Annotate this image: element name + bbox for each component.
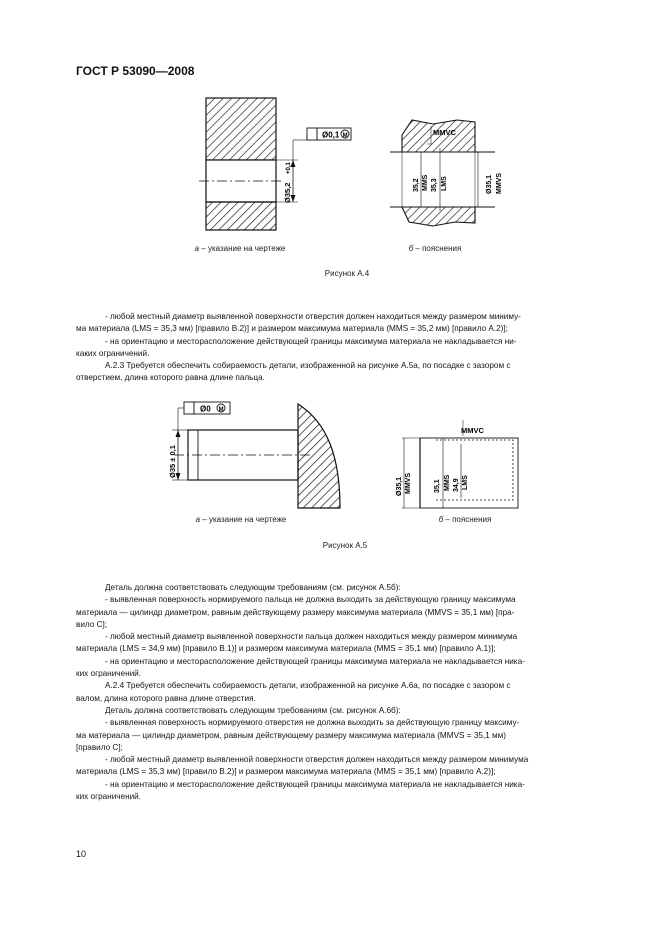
figure-a4b-caption: б – пояснения: [408, 244, 462, 253]
dim-value-35-1b: 35,1: [434, 479, 441, 493]
figure-a4-drawing: [195, 92, 525, 242]
mmr-modifier: М: [342, 132, 348, 139]
dim-value-35-3: 35,3: [431, 178, 438, 192]
dim-label-mms: MMS: [444, 474, 451, 491]
dim-label-lms: LMS: [441, 176, 448, 191]
dim-value-35-1: Ø35,1: [486, 174, 493, 194]
dim-value-35-2: 35,2: [413, 178, 420, 192]
figure-a5a-caption: а – указание на чертеже: [195, 515, 287, 524]
hole-diameter-tolerance: +0,1: [286, 162, 292, 174]
paragraph-block-1: - любой местный диаметр выявленной поверхности отверстия должен находиться между размером миниму- ма материала (LMS = 35,3 мм) [правило В.2)] и размером максимума материала (MMS = 35,2 мм) [правило А.2)]; - на ориентацию и месторасположение действующей границы максимума материала не накладывается ни- каких ограничений. А.2.3 Требуется обеспечить собираемость детали, изображенной на рисунке А.5а, по посадке с зазором с отверстием, длина которого равна длине пальца.: [76, 312, 521, 383]
dim-label-mmvs: MMVS: [405, 473, 412, 494]
figure-a5-title: Рисунок А.5: [322, 541, 368, 550]
dim-label-mmvs: MMVS: [496, 173, 503, 194]
figure-a4-title: Рисунок А.4: [324, 269, 370, 278]
tolerance-value: Ø0,1: [322, 130, 340, 140]
document-header: ГОСТ Р 53090—2008: [76, 64, 195, 78]
mmr-modifier: М: [218, 406, 224, 413]
figure-a4a-caption: а – указание на чертеже: [194, 244, 286, 253]
figure-a4a-part: [199, 98, 351, 230]
figure-a5-drawing: [158, 398, 528, 523]
dim-value-35-1: Ø35,1: [396, 476, 403, 496]
paragraph-block-2: Деталь должна соответствовать следующим требованиям (см. рисунок А.5б): - выявленная поверхность нормируемого пальца не должна выходить за действующую границу максимума материала — цилиндр диаметром, равным действующему размеру максимума материала (MMVS = 35,1 мм) [пра- вило С]; - любой местный диаметр выявленной поверхности пальца должен находиться между размером минимума материала (LMS = 34,9 мм) [правило В.1)] и размером максимума материала (MMS = 35,1 мм) [правило А.1)]; - на ориентацию и месторасположение действующей границы максимума материала не накладывается ника- ких ограничений. А.2.4 Требуется обеспечить собираемость детали, изображенной на рисунке А.6а, по посадке с зазором с валом, длина которого равна длине отверстия. Деталь должна соответствовать следующим требованиям (см. рисунок А.6б): - выявленная поверхность нормируемого отверстия не должна выходить за действующую границу максиму- ма материала — цилиндр диаметром, равным действующему размеру максимума материала (MMVS = 35,1 мм) [правило С]; - любой местный диаметр выявленной поверхности отверстия должен находиться между размером минимума материала (LMS = 35,3 мм) [правило В.2)] и размером максимума материала (MMS = 35,1 мм) [правило А.2)]; - на ориентацию и месторасположение действующей границы максимума материала не накладывается ника- ких ограничений.: [76, 583, 529, 802]
hole-diameter: Ø35,2: [283, 182, 292, 203]
pin-diameter: Ø35 ± 0,1: [168, 445, 177, 478]
figure-a5a-pin: [168, 402, 340, 508]
tolerance-value: Ø0: [200, 404, 211, 414]
figure-a5b-explanation: [396, 420, 518, 508]
page-number: 10: [76, 849, 87, 859]
mmvc-label: MMVC: [433, 128, 456, 137]
figure-a5b-caption: б – пояснения: [438, 515, 492, 524]
mmvc-label: MMVC: [461, 426, 484, 435]
dim-value-34-9: 34,9: [453, 478, 460, 492]
dim-label-mms: MMS: [422, 174, 429, 191]
dim-label-lms: LMS: [462, 475, 469, 490]
figure-a4b-explanation: [390, 120, 503, 226]
feature-control-frame: [307, 128, 317, 140]
